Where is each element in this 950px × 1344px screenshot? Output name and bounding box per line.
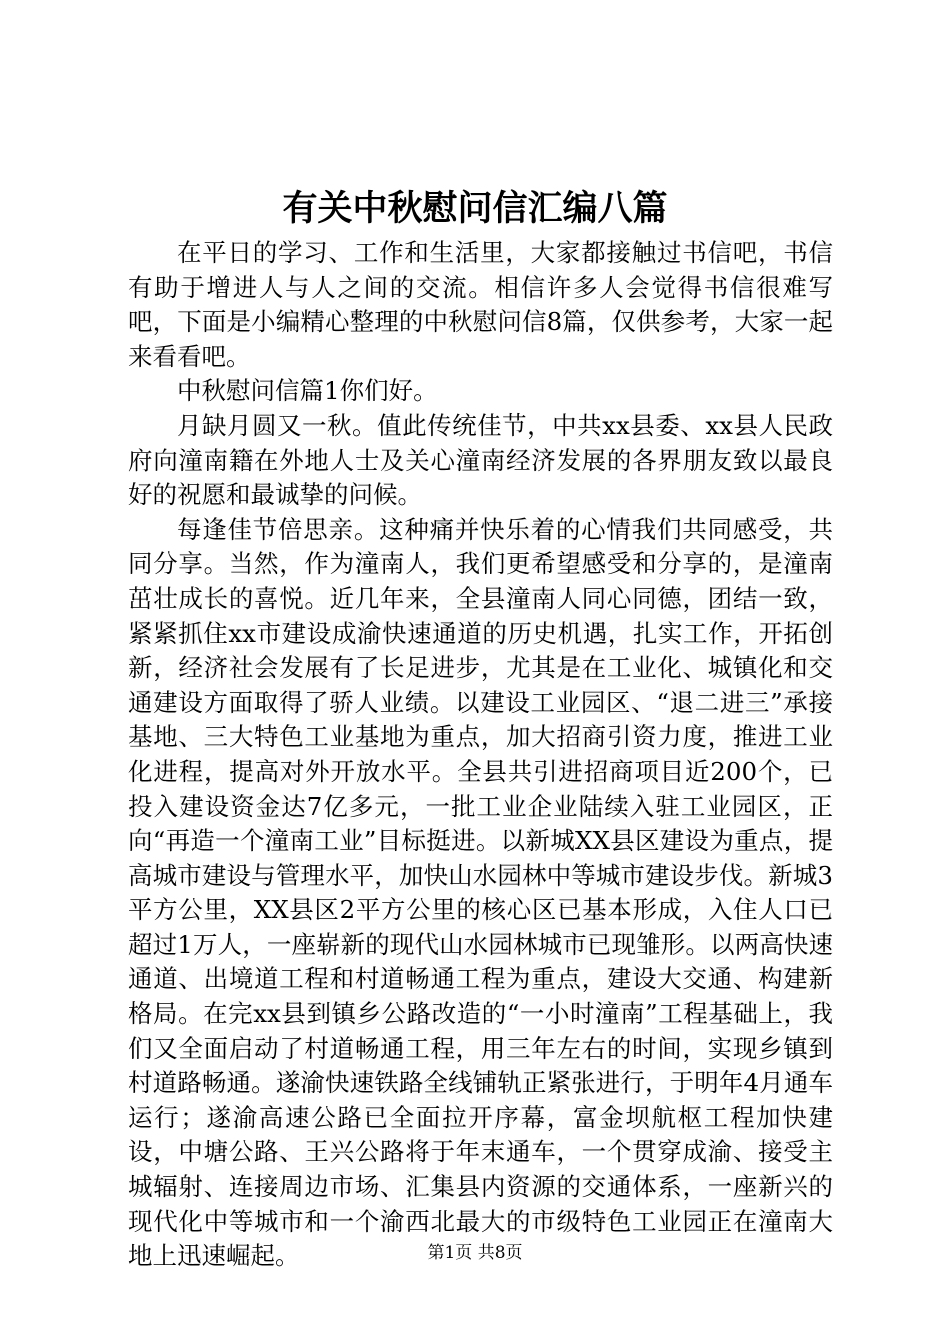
paragraph-greeting: 月缺月圆又一秋。值此传统佳节，中共xx县委、xx县人民政府向潼南籍在外地人士及关心潼南经济发展的各界朋友致以最良好的祝愿和最诚挚的问候。 [128, 410, 833, 510]
paragraph-intro: 在平日的学习、工作和生活里，大家都接触过书信吧，书信有助于增进人与人之间的交流。相信许多人会觉得书信很难写吧，下面是小编精心整理的中秋慰问信8篇，仅供参考，大家一起来看看吧。 [128, 238, 833, 371]
page-footer: 第1页 共8页 [427, 1243, 523, 1263]
document-body [128, 236, 833, 1274]
paragraph-letter-heading: 中秋慰问信篇1你们好。 [177, 376, 438, 406]
paragraph-main: 每逢佳节倍思亲。这种痛并快乐着的心情我们共同感受，共同分享。当然，作为潼南人，我们更希望感受和分享的，是潼南茁壮成长的喜悦。近几年来，全县潼南人同心同德，团结一致，紧紧抓住xx市建设成渝快速通道的历史机遇，扎实工作，开拓创新，经济社会发展有了长足进步，尤其是在工业化、城镇化和交通建设方面取得了骄人业绩。以建设工业园区、“退二进三”承接基地、三大特色工业基地为重点，加大招商引资力度，推进工业化进程，提高对外开放水平。全县共引进招商项目近200个，已投入建设资金达7亿多元，一批工业企业陆续入驻工业园区，正向“再造一个潼南工业”目标挺进。以新城XX县区建设为重点，提高城市建设与管理水平，加快山水园林中等城市建设步伐。新城3平方公里，XX县区2平方公里的核心区已基本形成，入住人口已超过1万人，一座崭新的现代山水园林城市已现雏形。以两高快速通道、出境道工程和村道畅通工程为重点，建设大交通、构建新格局。在完xx县到镇乡公路改造的“一小时潼南”工程基础上，我们又全面启动了村道畅通工程，用三年左右的时间，实现乡镇到村道路畅通。遂渝快速铁路全线铺轨正紧张进行，于明年4月通车运行；遂渝高速公路已全面拉开序幕，富金坝航枢工程加快建设，中塘公路、王兴公路将于年末通车，一个贯穿成渝、接受主城辐射、连接周边市场、汇集县内资源的交通体系，一座新兴的现代化中等城市和一个渝西北最大的市级特色工业园正在潼南大地上迅速崛起。 [128, 514, 833, 1271]
document-title: 有关中秋慰问信汇编八篇 [282, 188, 668, 229]
